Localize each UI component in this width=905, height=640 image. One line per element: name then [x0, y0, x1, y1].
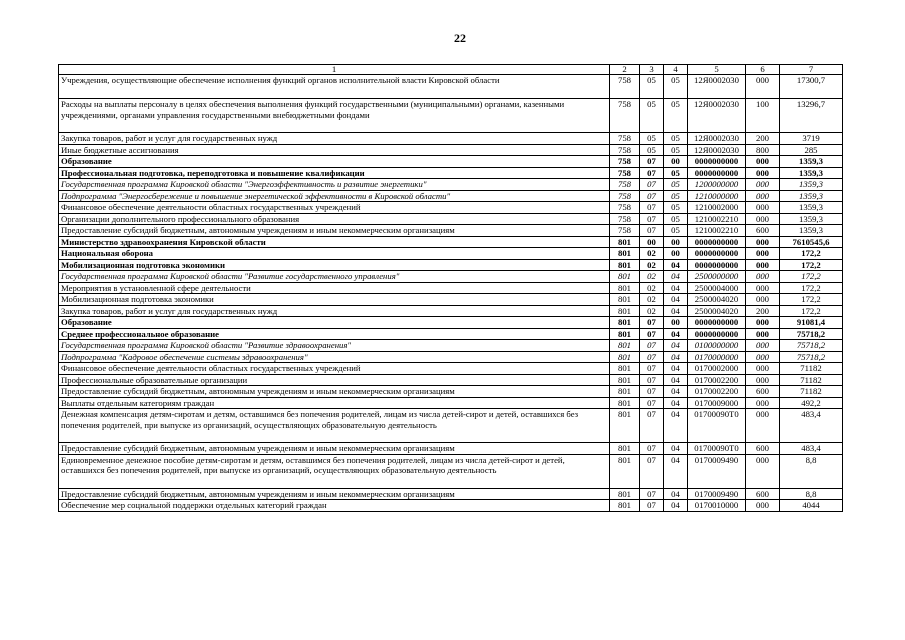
row-subsection-cell: 05 — [664, 75, 688, 99]
budget-table — [58, 64, 843, 512]
row-section-cell: 02 — [640, 271, 664, 283]
table-row — [59, 167, 843, 179]
row-amount-cell: 172,2 — [780, 259, 843, 271]
row-section-cell: 07 — [640, 179, 664, 191]
row-amount-cell: 1359,3 — [780, 156, 843, 168]
row-code-cell: 758 — [610, 190, 640, 202]
row-amount-cell: 172,2 — [780, 271, 843, 283]
row-expense-type-cell: 000 — [746, 317, 780, 329]
row-target-code-cell: 01700090Т0 — [688, 409, 746, 443]
row-amount-cell: 172,2 — [780, 305, 843, 317]
table-row — [59, 500, 843, 512]
row-section-cell: 07 — [640, 340, 664, 352]
row-code-cell: 801 — [610, 386, 640, 398]
column-header-row — [59, 65, 843, 75]
table-row — [59, 282, 843, 294]
row-name-cell: Профессиональная подготовка, переподготовка и повышение квалификации — [59, 167, 610, 179]
row-amount-cell: 1359,3 — [780, 213, 843, 225]
row-section-cell: 05 — [640, 133, 664, 145]
row-subsection-cell: 04 — [664, 259, 688, 271]
row-name-cell: Подпрограмма "Кадровое обеспечение системы здравоохранения" — [59, 351, 610, 363]
row-section-cell: 07 — [640, 351, 664, 363]
row-code-cell: 758 — [610, 99, 640, 133]
row-target-code-cell: 0170009490 — [688, 488, 746, 500]
row-subsection-cell: 05 — [664, 225, 688, 237]
row-expense-type-cell: 000 — [746, 259, 780, 271]
row-target-code-cell: 1210002210 — [688, 213, 746, 225]
table-row — [59, 271, 843, 283]
row-subsection-cell: 04 — [664, 351, 688, 363]
row-name-cell: Государственная программа Кировской области "Развитие государственного управления" — [59, 271, 610, 283]
column-header: 1 — [59, 65, 610, 75]
row-amount-cell: 172,2 — [780, 282, 843, 294]
row-code-cell: 801 — [610, 317, 640, 329]
row-expense-type-cell: 000 — [746, 374, 780, 386]
row-amount-cell: 172,2 — [780, 248, 843, 260]
row-code-cell: 801 — [610, 305, 640, 317]
row-name-cell: Иные бюджетные ассигнования — [59, 144, 610, 156]
row-expense-type-cell: 000 — [746, 454, 780, 488]
row-section-cell: 05 — [640, 99, 664, 133]
table-row — [59, 454, 843, 488]
row-name-cell: Выплаты отдельным категориям граждан — [59, 397, 610, 409]
row-code-cell: 801 — [610, 328, 640, 340]
row-section-cell: 07 — [640, 213, 664, 225]
row-section-cell: 07 — [640, 500, 664, 512]
row-code-cell: 801 — [610, 409, 640, 443]
row-name-cell: Обеспечение мер социальной поддержки отдельных категорий граждан — [59, 500, 610, 512]
row-code-cell: 758 — [610, 75, 640, 99]
row-target-code-cell: 0170002200 — [688, 386, 746, 398]
row-section-cell: 07 — [640, 397, 664, 409]
row-expense-type-cell: 000 — [746, 236, 780, 248]
row-target-code-cell: 0000000000 — [688, 259, 746, 271]
row-name-cell: Мобилизационная подготовка экономики — [59, 259, 610, 271]
row-name-cell: Финансовое обеспечение деятельности областных государственных учреждений — [59, 363, 610, 375]
table-row — [59, 443, 843, 455]
row-amount-cell: 75718,2 — [780, 351, 843, 363]
row-section-cell: 00 — [640, 236, 664, 248]
table-row — [59, 179, 843, 191]
row-code-cell: 801 — [610, 443, 640, 455]
row-name-cell: Предоставление субсидий бюджетным, автономным учреждениям и иным некоммерческим организациям — [59, 225, 610, 237]
row-amount-cell: 1359,3 — [780, 167, 843, 179]
row-subsection-cell: 04 — [664, 386, 688, 398]
table-row — [59, 363, 843, 375]
row-amount-cell: 3719 — [780, 133, 843, 145]
row-name-cell: Мобилизационная подготовка экономики — [59, 294, 610, 306]
row-section-cell: 07 — [640, 409, 664, 443]
row-target-code-cell: 0000000000 — [688, 248, 746, 260]
table-row — [59, 317, 843, 329]
row-code-cell: 758 — [610, 144, 640, 156]
row-subsection-cell: 04 — [664, 409, 688, 443]
row-target-code-cell: 0000000000 — [688, 236, 746, 248]
table-row — [59, 144, 843, 156]
row-expense-type-cell: 000 — [746, 500, 780, 512]
row-subsection-cell: 04 — [664, 443, 688, 455]
table-row — [59, 75, 843, 99]
row-code-cell: 801 — [610, 500, 640, 512]
row-subsection-cell: 05 — [664, 202, 688, 214]
row-subsection-cell: 04 — [664, 340, 688, 352]
row-expense-type-cell: 000 — [746, 213, 780, 225]
row-target-code-cell: 1210002000 — [688, 202, 746, 214]
row-expense-type-cell: 000 — [746, 190, 780, 202]
row-amount-cell: 75718,2 — [780, 340, 843, 352]
row-subsection-cell: 04 — [664, 305, 688, 317]
row-name-cell: Образование — [59, 156, 610, 168]
row-code-cell: 758 — [610, 225, 640, 237]
row-code-cell: 801 — [610, 282, 640, 294]
row-section-cell: 07 — [640, 443, 664, 455]
row-section-cell: 07 — [640, 225, 664, 237]
row-subsection-cell: 04 — [664, 328, 688, 340]
row-name-cell: Мероприятия в установленной сфере деятельности — [59, 282, 610, 294]
row-expense-type-cell: 200 — [746, 305, 780, 317]
column-header: 4 — [664, 65, 688, 75]
table-row — [59, 133, 843, 145]
row-code-cell: 801 — [610, 363, 640, 375]
row-expense-type-cell: 000 — [746, 156, 780, 168]
row-expense-type-cell: 000 — [746, 75, 780, 99]
row-expense-type-cell: 000 — [746, 409, 780, 443]
row-amount-cell: 4044 — [780, 500, 843, 512]
column-header: 3 — [640, 65, 664, 75]
row-amount-cell: 285 — [780, 144, 843, 156]
row-name-cell: Предоставление субсидий бюджетным, автономным учреждениям и иным некоммерческим организациям — [59, 443, 610, 455]
row-subsection-cell: 05 — [664, 190, 688, 202]
row-subsection-cell: 05 — [664, 213, 688, 225]
row-amount-cell: 492,2 — [780, 397, 843, 409]
column-header: 5 — [688, 65, 746, 75]
row-name-cell: Предоставление субсидий бюджетным, автономным учреждениям и иным некоммерческим организациям — [59, 386, 610, 398]
row-name-cell: Национальная оборона — [59, 248, 610, 260]
row-target-code-cell: 1210002210 — [688, 225, 746, 237]
row-section-cell: 07 — [640, 363, 664, 375]
row-target-code-cell: 0170002000 — [688, 363, 746, 375]
row-amount-cell: 71182 — [780, 374, 843, 386]
column-header: 7 — [780, 65, 843, 75]
row-section-cell: 05 — [640, 75, 664, 99]
table-body — [59, 65, 843, 512]
row-amount-cell: 7610545,6 — [780, 236, 843, 248]
row-expense-type-cell: 000 — [746, 167, 780, 179]
row-target-code-cell: 2500004000 — [688, 282, 746, 294]
row-section-cell: 02 — [640, 259, 664, 271]
row-expense-type-cell: 600 — [746, 225, 780, 237]
row-name-cell: Среднее профессиональное образование — [59, 328, 610, 340]
row-section-cell: 07 — [640, 328, 664, 340]
row-expense-type-cell: 600 — [746, 386, 780, 398]
row-section-cell: 07 — [640, 167, 664, 179]
row-amount-cell: 75718,2 — [780, 328, 843, 340]
table-row — [59, 351, 843, 363]
row-section-cell: 05 — [640, 144, 664, 156]
table-row — [59, 190, 843, 202]
row-amount-cell: 13296,7 — [780, 99, 843, 133]
row-target-code-cell: 12Я0002030 — [688, 99, 746, 133]
row-amount-cell: 483,4 — [780, 443, 843, 455]
row-subsection-cell: 04 — [664, 271, 688, 283]
row-target-code-cell: 12Я0002030 — [688, 133, 746, 145]
row-target-code-cell: 12Я0002030 — [688, 144, 746, 156]
row-code-cell: 801 — [610, 294, 640, 306]
column-header: 6 — [746, 65, 780, 75]
row-amount-cell: 8,8 — [780, 488, 843, 500]
row-amount-cell: 71182 — [780, 363, 843, 375]
row-expense-type-cell: 000 — [746, 340, 780, 352]
row-amount-cell: 1359,3 — [780, 190, 843, 202]
table-row — [59, 213, 843, 225]
row-expense-type-cell: 100 — [746, 99, 780, 133]
row-name-cell: Закупка товаров, работ и услуг для государственных нужд — [59, 305, 610, 317]
row-subsection-cell: 00 — [664, 236, 688, 248]
table-row — [59, 374, 843, 386]
column-header: 2 — [610, 65, 640, 75]
row-name-cell: Единовременное денежное пособие детям-сиротам и детям, оставшимся без попечения родителей, лицам из числа детей-сирот и детей, оставшихся без попечения родителей, при выпуске из организаций, осуществляющих образовательную деятельность — [59, 454, 610, 488]
row-subsection-cell: 00 — [664, 248, 688, 260]
row-target-code-cell: 0000000000 — [688, 167, 746, 179]
row-name-cell: Подпрограмма "Энергосбережение и повышение энергетической эффективности в Кировской области" — [59, 190, 610, 202]
table-row — [59, 248, 843, 260]
row-expense-type-cell: 600 — [746, 488, 780, 500]
row-name-cell: Предоставление субсидий бюджетным, автономным учреждениям и иным некоммерческим организациям — [59, 488, 610, 500]
row-section-cell: 07 — [640, 454, 664, 488]
row-section-cell: 07 — [640, 202, 664, 214]
row-code-cell: 758 — [610, 156, 640, 168]
row-amount-cell: 172,2 — [780, 294, 843, 306]
row-target-code-cell: 0100000000 — [688, 340, 746, 352]
row-subsection-cell: 00 — [664, 156, 688, 168]
row-subsection-cell: 04 — [664, 397, 688, 409]
row-target-code-cell: 1210000000 — [688, 190, 746, 202]
row-code-cell: 801 — [610, 454, 640, 488]
row-expense-type-cell: 000 — [746, 248, 780, 260]
row-amount-cell: 483,4 — [780, 409, 843, 443]
table-row — [59, 305, 843, 317]
row-expense-type-cell: 000 — [746, 271, 780, 283]
table-row — [59, 397, 843, 409]
row-expense-type-cell: 800 — [746, 144, 780, 156]
table-row — [59, 202, 843, 214]
table-row — [59, 236, 843, 248]
row-section-cell: 07 — [640, 386, 664, 398]
row-expense-type-cell: 000 — [746, 294, 780, 306]
row-subsection-cell: 05 — [664, 167, 688, 179]
row-target-code-cell: 0170010000 — [688, 500, 746, 512]
table-row — [59, 386, 843, 398]
row-name-cell: Профессиональные образовательные организации — [59, 374, 610, 386]
table-row — [59, 156, 843, 168]
row-name-cell: Денежная компенсация детям-сиротам и детям, оставшимся без попечения родителей, лицам из числа детей-сирот и детей, оставшихся без попечения родителей, при выпуске из организаций, осуществляющих образовательную деятельность — [59, 409, 610, 443]
row-amount-cell: 8,8 — [780, 454, 843, 488]
row-expense-type-cell: 000 — [746, 397, 780, 409]
row-name-cell: Министерство здравоохранения Кировской области — [59, 236, 610, 248]
row-target-code-cell: 01700090Т0 — [688, 443, 746, 455]
row-name-cell: Государственная программа Кировской области "Развитие здравоохранения" — [59, 340, 610, 352]
row-expense-type-cell: 200 — [746, 133, 780, 145]
row-section-cell: 07 — [640, 190, 664, 202]
row-section-cell: 02 — [640, 294, 664, 306]
row-code-cell: 801 — [610, 374, 640, 386]
row-code-cell: 801 — [610, 259, 640, 271]
row-name-cell: Закупка товаров, работ и услуг для государственных нужд — [59, 133, 610, 145]
table-row — [59, 294, 843, 306]
row-subsection-cell: 05 — [664, 179, 688, 191]
row-target-code-cell: 0170000000 — [688, 351, 746, 363]
row-target-code-cell: 0000000000 — [688, 156, 746, 168]
table-row — [59, 99, 843, 133]
row-subsection-cell: 04 — [664, 374, 688, 386]
row-name-cell: Организации дополнительного профессионального образования — [59, 213, 610, 225]
row-code-cell: 801 — [610, 271, 640, 283]
row-target-code-cell: 2500004020 — [688, 305, 746, 317]
table-row — [59, 328, 843, 340]
row-code-cell: 801 — [610, 236, 640, 248]
row-section-cell: 07 — [640, 156, 664, 168]
row-subsection-cell: 05 — [664, 133, 688, 145]
row-amount-cell: 1359,3 — [780, 179, 843, 191]
table-row — [59, 488, 843, 500]
row-subsection-cell: 04 — [664, 488, 688, 500]
row-target-code-cell: 2500000000 — [688, 271, 746, 283]
row-amount-cell: 1359,3 — [780, 202, 843, 214]
row-section-cell: 02 — [640, 248, 664, 260]
row-code-cell: 758 — [610, 202, 640, 214]
table-row — [59, 259, 843, 271]
row-target-code-cell: 2500004020 — [688, 294, 746, 306]
row-subsection-cell: 05 — [664, 144, 688, 156]
row-expense-type-cell: 600 — [746, 443, 780, 455]
row-section-cell: 07 — [640, 317, 664, 329]
row-target-code-cell: 0170002200 — [688, 374, 746, 386]
row-subsection-cell: 04 — [664, 282, 688, 294]
row-amount-cell: 17300,7 — [780, 75, 843, 99]
table-row — [59, 225, 843, 237]
row-subsection-cell: 04 — [664, 454, 688, 488]
row-expense-type-cell: 000 — [746, 351, 780, 363]
row-expense-type-cell: 000 — [746, 328, 780, 340]
row-expense-type-cell: 000 — [746, 202, 780, 214]
row-expense-type-cell: 000 — [746, 363, 780, 375]
row-target-code-cell: 12Я0002030 — [688, 75, 746, 99]
table-row — [59, 340, 843, 352]
row-code-cell: 801 — [610, 488, 640, 500]
row-subsection-cell: 04 — [664, 363, 688, 375]
row-subsection-cell: 04 — [664, 294, 688, 306]
row-section-cell: 02 — [640, 305, 664, 317]
row-subsection-cell: 04 — [664, 500, 688, 512]
row-name-cell: Государственная программа Кировской области "Энергоэффективность и развитие энергетики" — [59, 179, 610, 191]
row-code-cell: 801 — [610, 340, 640, 352]
row-expense-type-cell: 000 — [746, 282, 780, 294]
row-section-cell: 07 — [640, 488, 664, 500]
row-target-code-cell: 1200000000 — [688, 179, 746, 191]
row-target-code-cell: 0000000000 — [688, 328, 746, 340]
row-amount-cell: 1359,3 — [780, 225, 843, 237]
row-code-cell: 801 — [610, 351, 640, 363]
row-code-cell: 801 — [610, 248, 640, 260]
row-code-cell: 758 — [610, 167, 640, 179]
row-name-cell: Расходы на выплаты персоналу в целях обеспечения выполнения функций государственными (муниципальными) органами, казенными учреждениями, органами управления государственными внебюджетными фондами — [59, 99, 610, 133]
row-target-code-cell: 0170009000 — [688, 397, 746, 409]
row-name-cell: Финансовое обеспечение деятельности областных государственных учреждений — [59, 202, 610, 214]
row-amount-cell: 71182 — [780, 386, 843, 398]
row-subsection-cell: 00 — [664, 317, 688, 329]
row-section-cell: 07 — [640, 374, 664, 386]
row-name-cell: Учреждения, осуществляющие обеспечение исполнения функций органов исполнительной власти Кировской области — [59, 75, 610, 99]
page-number: 22 — [454, 31, 466, 45]
row-code-cell: 758 — [610, 179, 640, 191]
row-subsection-cell: 05 — [664, 99, 688, 133]
row-target-code-cell: 0170009490 — [688, 454, 746, 488]
row-amount-cell: 91081,4 — [780, 317, 843, 329]
row-expense-type-cell: 000 — [746, 179, 780, 191]
row-code-cell: 801 — [610, 397, 640, 409]
row-code-cell: 758 — [610, 213, 640, 225]
row-section-cell: 02 — [640, 282, 664, 294]
row-code-cell: 758 — [610, 133, 640, 145]
row-name-cell: Образование — [59, 317, 610, 329]
row-target-code-cell: 0000000000 — [688, 317, 746, 329]
table-row — [59, 409, 843, 443]
